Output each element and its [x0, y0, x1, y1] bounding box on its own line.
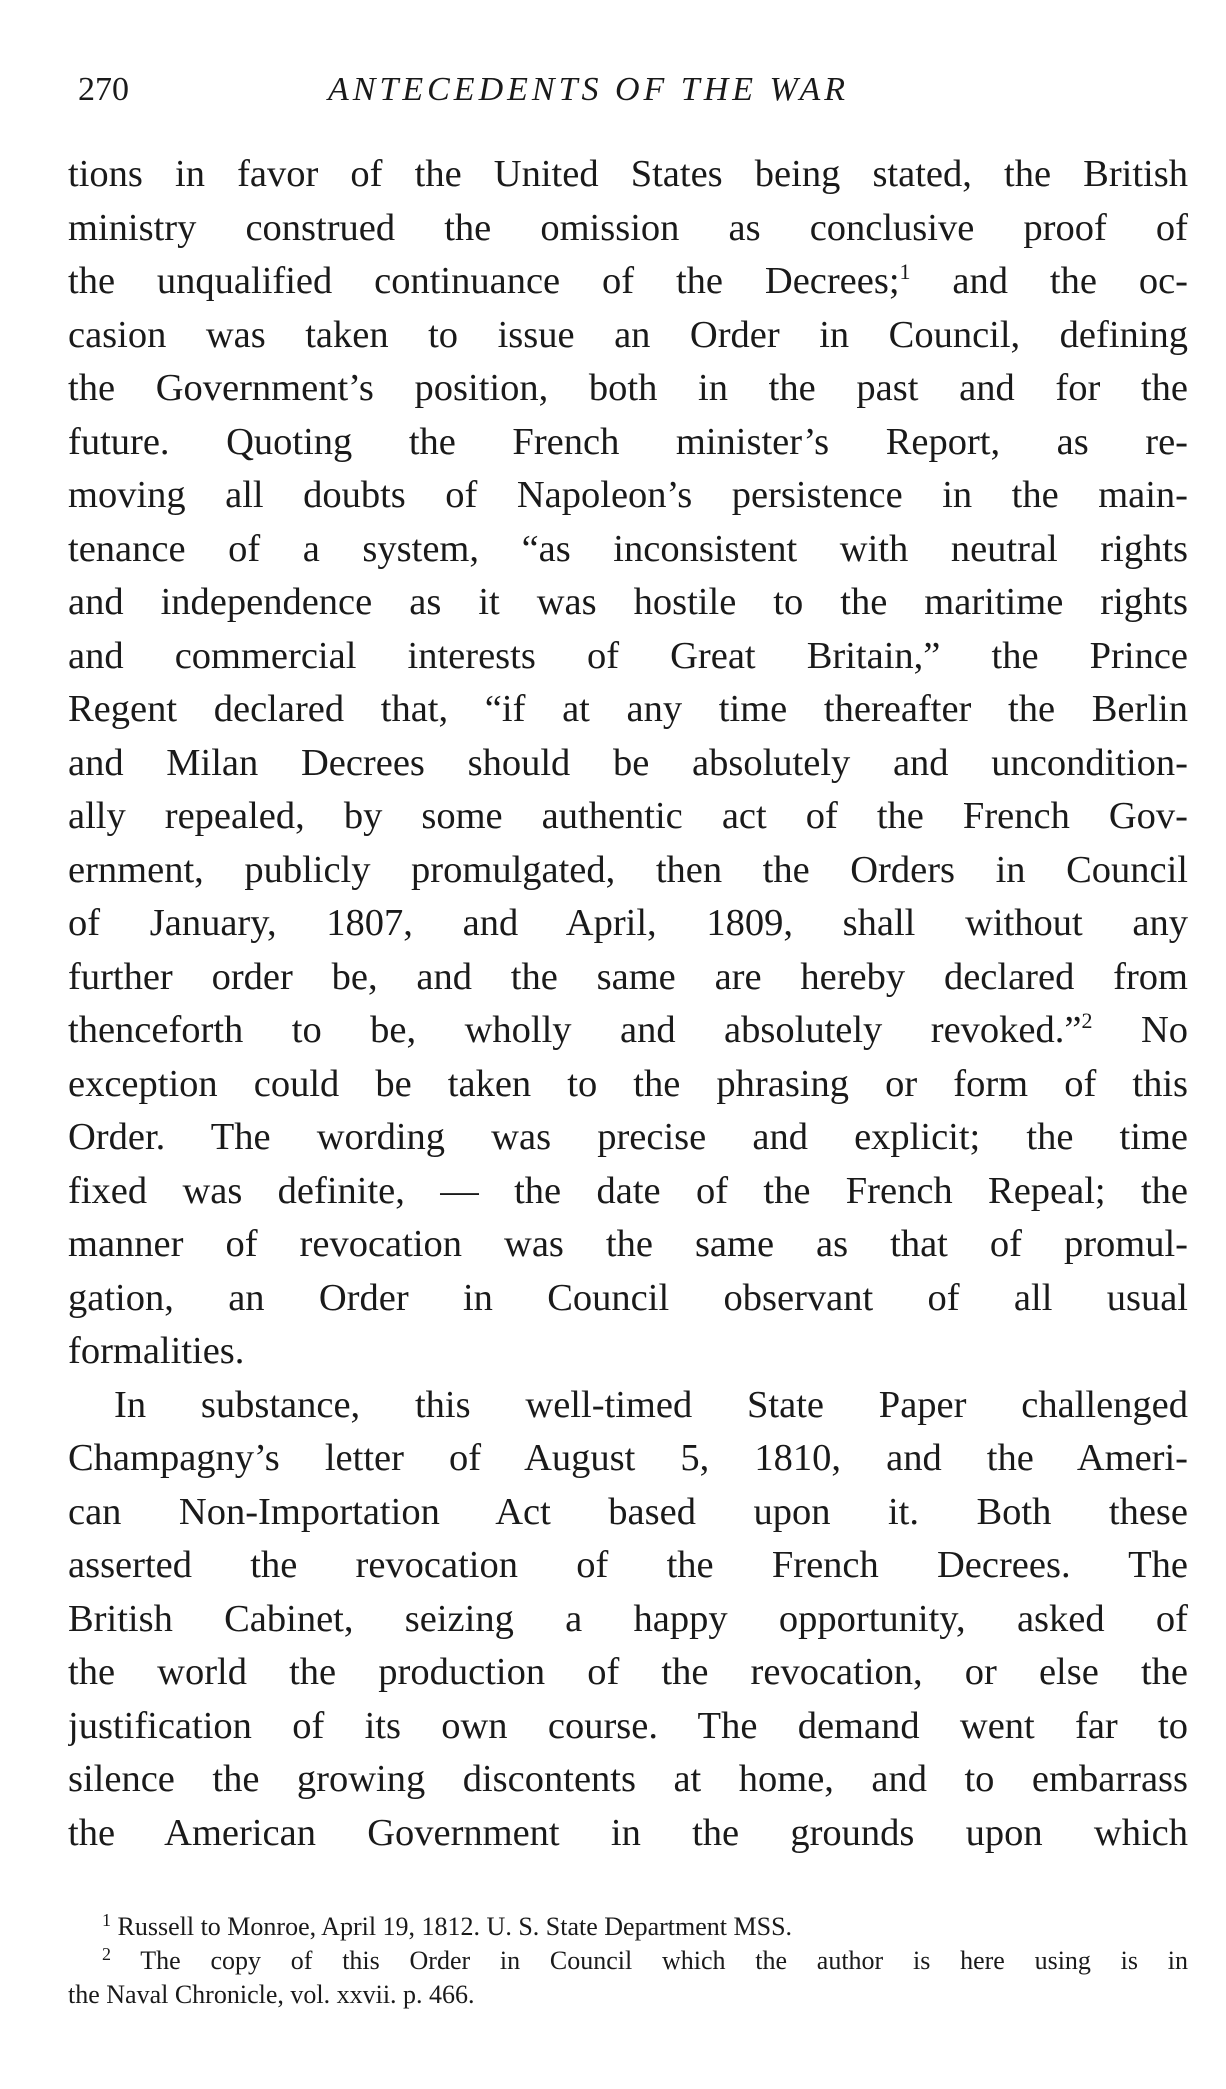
footnote-ref-1: 1 — [899, 259, 911, 284]
text-line: moving all doubts of Napoleon’s persistence in the main- — [68, 474, 1188, 516]
text-line: and Milan Decrees should be absolutely and uncondition- — [68, 741, 1188, 784]
text-line: future. Quoting the French minister’s Report, as re- — [68, 420, 1188, 463]
page-number: 270 — [78, 71, 129, 108]
text-line: justification of its own course. The demand went far to — [68, 1704, 1188, 1747]
footnotes — [68, 1910, 1188, 2012]
footnote-ref-2: 2 — [1081, 1008, 1093, 1033]
text-line: the world the production of the revocation, or else the — [68, 1651, 1188, 1693]
text-line: British Cabinet, seizing a happy opportunity, asked of — [68, 1597, 1188, 1640]
text-line: and commercial interests of Great Britain,” the Prince — [68, 634, 1188, 677]
footnote-1: $^1$ Russell to Monroe, April 19, 1812. U. S. State Department MSS. — [102, 1910, 793, 1941]
text-line: the unqualified continuance of the Decrees;$^1$ and the oc- — [68, 259, 1188, 302]
text-line: exception could be taken to the phrasing or form of this — [68, 1062, 1188, 1105]
text-line: Order. The wording was precise and explicit; the time — [68, 1116, 1188, 1158]
running-head — [78, 66, 1188, 114]
text-line: the American Government in the grounds upon which — [68, 1811, 1188, 1854]
text-line: thenceforth to be, wholly and absolutely revoked.”$^2$ No — [68, 1008, 1188, 1051]
text-line: fixed was definite, — the date of the French Repeal; the — [68, 1169, 1188, 1212]
text-line: of January, 1807, and April, 1809, shall without any — [68, 902, 1188, 944]
text-line: formalities. — [68, 1330, 245, 1372]
text-line: ministry construed the omission as conclusive proof of — [68, 206, 1188, 249]
text-line: Regent declared that, “if at any time thereafter the Berlin — [68, 688, 1188, 730]
running-title: ANTECEDENTS OF THE WAR — [328, 71, 850, 108]
body-text — [68, 148, 1188, 1860]
footnote-marker: 1 — [102, 1910, 111, 1930]
footnote-2: $^2$ The copy of this Order in Council which the author is here using is in — [102, 1944, 1188, 1975]
text-line: casion was taken to issue an Order in Council, defining — [68, 313, 1188, 356]
text-line: asserted the revocation of the French Decrees. The — [68, 1544, 1188, 1586]
text-line: further order be, and the same are hereby declared from — [68, 955, 1188, 998]
paragraph-start: In substance, this well-timed State Paper challenged — [114, 1383, 1188, 1426]
text-line: silence the growing discontents at home, and to embarrass — [68, 1758, 1188, 1800]
text-line: ernment, publicly promulgated, then the Orders in Council — [68, 848, 1188, 891]
footnote-marker: 2 — [102, 1944, 111, 1964]
text-line: and independence as it was hostile to the maritime rights — [68, 581, 1188, 623]
text-line: tenance of a system, “as inconsistent with neutral rights — [68, 527, 1188, 570]
text-line: the Government’s position, both in the past and for the — [68, 367, 1188, 409]
text-line: manner of revocation was the same as that of promul- — [68, 1223, 1188, 1265]
text-line: Champagny’s letter of August 5, 1810, and the Ameri- — [68, 1437, 1188, 1479]
text-line: ally repealed, by some authentic act of the French Gov- — [68, 795, 1188, 837]
text-line: gation, an Order in Council observant of all usual — [68, 1276, 1188, 1319]
text-line: can Non-Importation Act based upon it. Both these — [68, 1490, 1188, 1533]
text-line: tions in favor of the United States being stated, the British — [68, 153, 1188, 195]
footnote-2-continued: the Naval Chronicle, vol. xxvii. p. 466. — [68, 1980, 475, 2009]
